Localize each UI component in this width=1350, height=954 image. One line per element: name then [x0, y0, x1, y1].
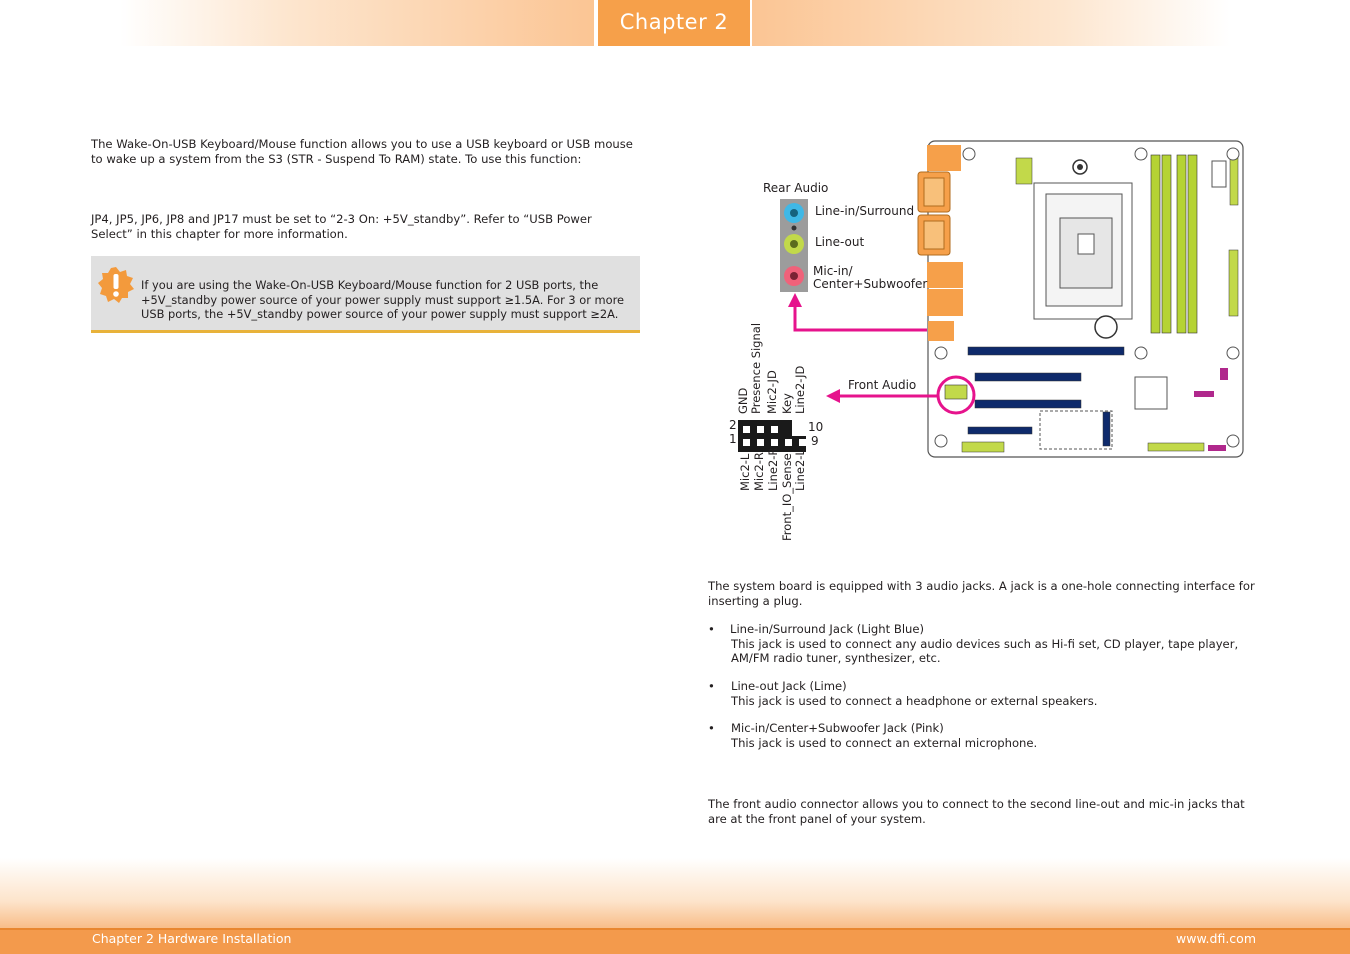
pin-line2-jd-label: Line2-JD	[793, 365, 807, 414]
note-box	[91, 256, 640, 333]
center-subwoofer-label: Center+Subwoofer	[813, 277, 928, 291]
jumper-instruction: JP4, JP5, JP6, JP8 and JP17 must be set to “2-3 On: +5V_standby”. Refer to “USB Power Select” in this chapter for more information.	[91, 212, 592, 241]
bullet-desc: This jack is used to connect an external microphone.	[731, 735, 1038, 750]
bullet-title: Line-in/Surround Jack (Light Blue)	[730, 622, 925, 636]
bullet-dot: •	[708, 622, 715, 636]
rear-audio-label: Rear Audio	[763, 181, 829, 195]
line-in-label: Line-in/Surround	[815, 204, 915, 218]
mic-in-label: Mic-in/	[813, 264, 853, 278]
header-band-right	[752, 0, 1230, 46]
front-audio-description: The front audio connector allows you to connect to the second line-out and mic-in jacks that are at the front panel of your system.	[708, 797, 1245, 826]
pin-gnd-label: GND	[736, 387, 750, 414]
bullet-desc: This jack is used to connect a headphone or external speakers.	[731, 693, 1098, 708]
chapter-tab: Chapter 2	[598, 0, 750, 46]
footer-line	[0, 928, 1350, 930]
line-out-label: Line-out	[815, 235, 865, 249]
note-text: If you are using the Wake-On-USB Keyboard/Mouse function for 2 USB ports, the +5V_standby power source of your power supply must support ≥1.5A. For 3 or more USB ports, the +5V_standby power source of your power supply must support ≥2A.	[141, 278, 625, 322]
pin-key-label: Key	[780, 393, 794, 414]
pin-2-label: 2	[729, 418, 737, 432]
bullet-title: Mic-in/Center+Subwoofer Jack (Pink)	[731, 721, 944, 735]
pin-10-label: 10	[808, 420, 824, 434]
bullet-dot: •	[708, 679, 715, 693]
pin-mic2-jd-label: Mic2-JD	[765, 370, 779, 414]
bullet-desc: This jack is used to connect any audio devices such as Hi-fi set, CD player, tape player, AM/FM radio tuner, synthesizer, etc.	[731, 636, 1239, 666]
bullet-title: Line-out Jack (Lime)	[731, 679, 847, 693]
pin-mic2-r-label: Mic2-R	[752, 452, 766, 491]
front-audio-label: Front Audio	[848, 378, 917, 392]
pin-presence-label: Presence Signal	[749, 322, 763, 414]
bullet-mic-in	[708, 721, 1248, 750]
footer-website-link[interactable]: www.dfi.com	[1176, 931, 1256, 946]
bullet-dot: •	[708, 721, 715, 735]
pin-1-label: 1	[729, 432, 737, 446]
pin-line2-l-label: Line2-L	[793, 449, 807, 491]
bullet-line-in	[708, 622, 1248, 666]
wake-usb-intro: The Wake-On-USB Keyboard/Mouse function allows you to use a USB keyboard or USB mouse to wake up a system from the S3 (STR - Suspend To RAM) state. To use this function:	[91, 137, 633, 166]
bullet-line-out	[708, 679, 1248, 708]
rear-audio-jacks	[780, 199, 808, 292]
pin-9-label: 9	[811, 434, 819, 448]
pin-line2-r-label: Line2-R	[766, 447, 780, 491]
pin-mic2-l-label: Mic2-L	[738, 453, 752, 491]
footer-chapter-title: Chapter 2 Hardware Installation	[92, 931, 292, 946]
pin-front-io-sense-label: Front_IO_Sense	[780, 453, 794, 541]
header-band-left	[120, 0, 594, 46]
audio-jacks-intro: The system board is equipped with 3 audio jacks. A jack is a one-hole connecting interface for inserting a plug.	[708, 579, 1255, 608]
exclamation-badge-icon	[97, 266, 135, 304]
